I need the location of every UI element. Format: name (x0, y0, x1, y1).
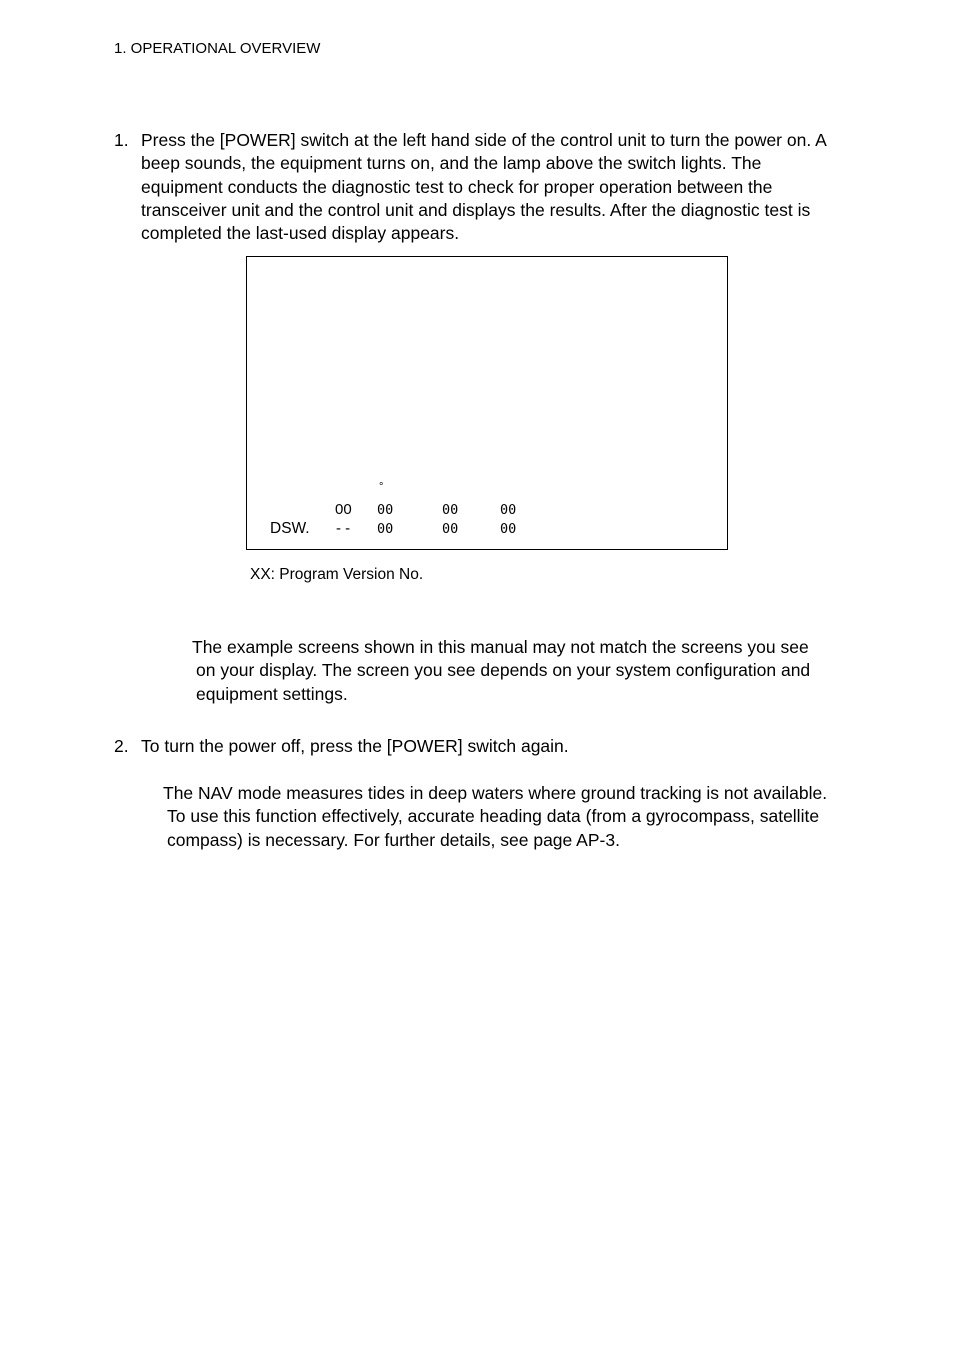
dsw-label: DSW. (270, 520, 310, 537)
note-line: The example screens shown in this manual may not match the screens you see (192, 637, 809, 657)
step-2-text: To turn the power off, press the [POWER] switch again. (141, 736, 569, 756)
step-1-line: equipment conducts the diagnostic test to check for proper operation between the (141, 176, 773, 197)
step-1-line: beep sounds, the equipment turns on, and the lamp above the switch lights. The (141, 153, 762, 174)
note-line: To use this function effectively, accurate heading data (from a gyrocompass, satellite (167, 806, 820, 827)
screen-value: 00 (377, 502, 394, 518)
startup-screen-illustration (246, 256, 728, 550)
degree-mark: ° (379, 481, 384, 493)
step-1-line: transceiver unit and the control unit and displays the results. After the diagnostic test is (141, 199, 811, 220)
note-line: compass) is necessary. For further details, see page AP-3. (167, 829, 620, 850)
screen-value: 00 (500, 521, 517, 537)
step-1-text (141, 129, 827, 245)
screen-value: 00 (500, 502, 517, 518)
screen-value: 00 (442, 502, 459, 518)
screen-value: 00 (442, 521, 459, 537)
step-1-number: 1. (114, 130, 129, 150)
section-header: 1. OPERATIONAL OVERVIEW (114, 40, 321, 57)
note-screens (192, 636, 810, 706)
screen-value: 00 (335, 501, 352, 518)
note-line: The NAV mode measures tides in deep waters where ground tracking is not available. (163, 783, 828, 803)
note-line: on your display. The screen you see depends on your system configuration and (196, 660, 811, 681)
step-2-number: 2. (114, 736, 129, 756)
screen-value: - - (336, 520, 351, 537)
figure-caption: XX: Program Version No. (250, 566, 424, 583)
screen-value: 00 (377, 521, 394, 537)
note-nav-mode (163, 782, 827, 852)
step-1-line: Press the [POWER] switch at the left hand side of the control unit to turn the power on. A (141, 130, 827, 150)
note-line: equipment settings. (196, 683, 348, 704)
step-1-line: completed the last-used display appears. (141, 223, 460, 244)
